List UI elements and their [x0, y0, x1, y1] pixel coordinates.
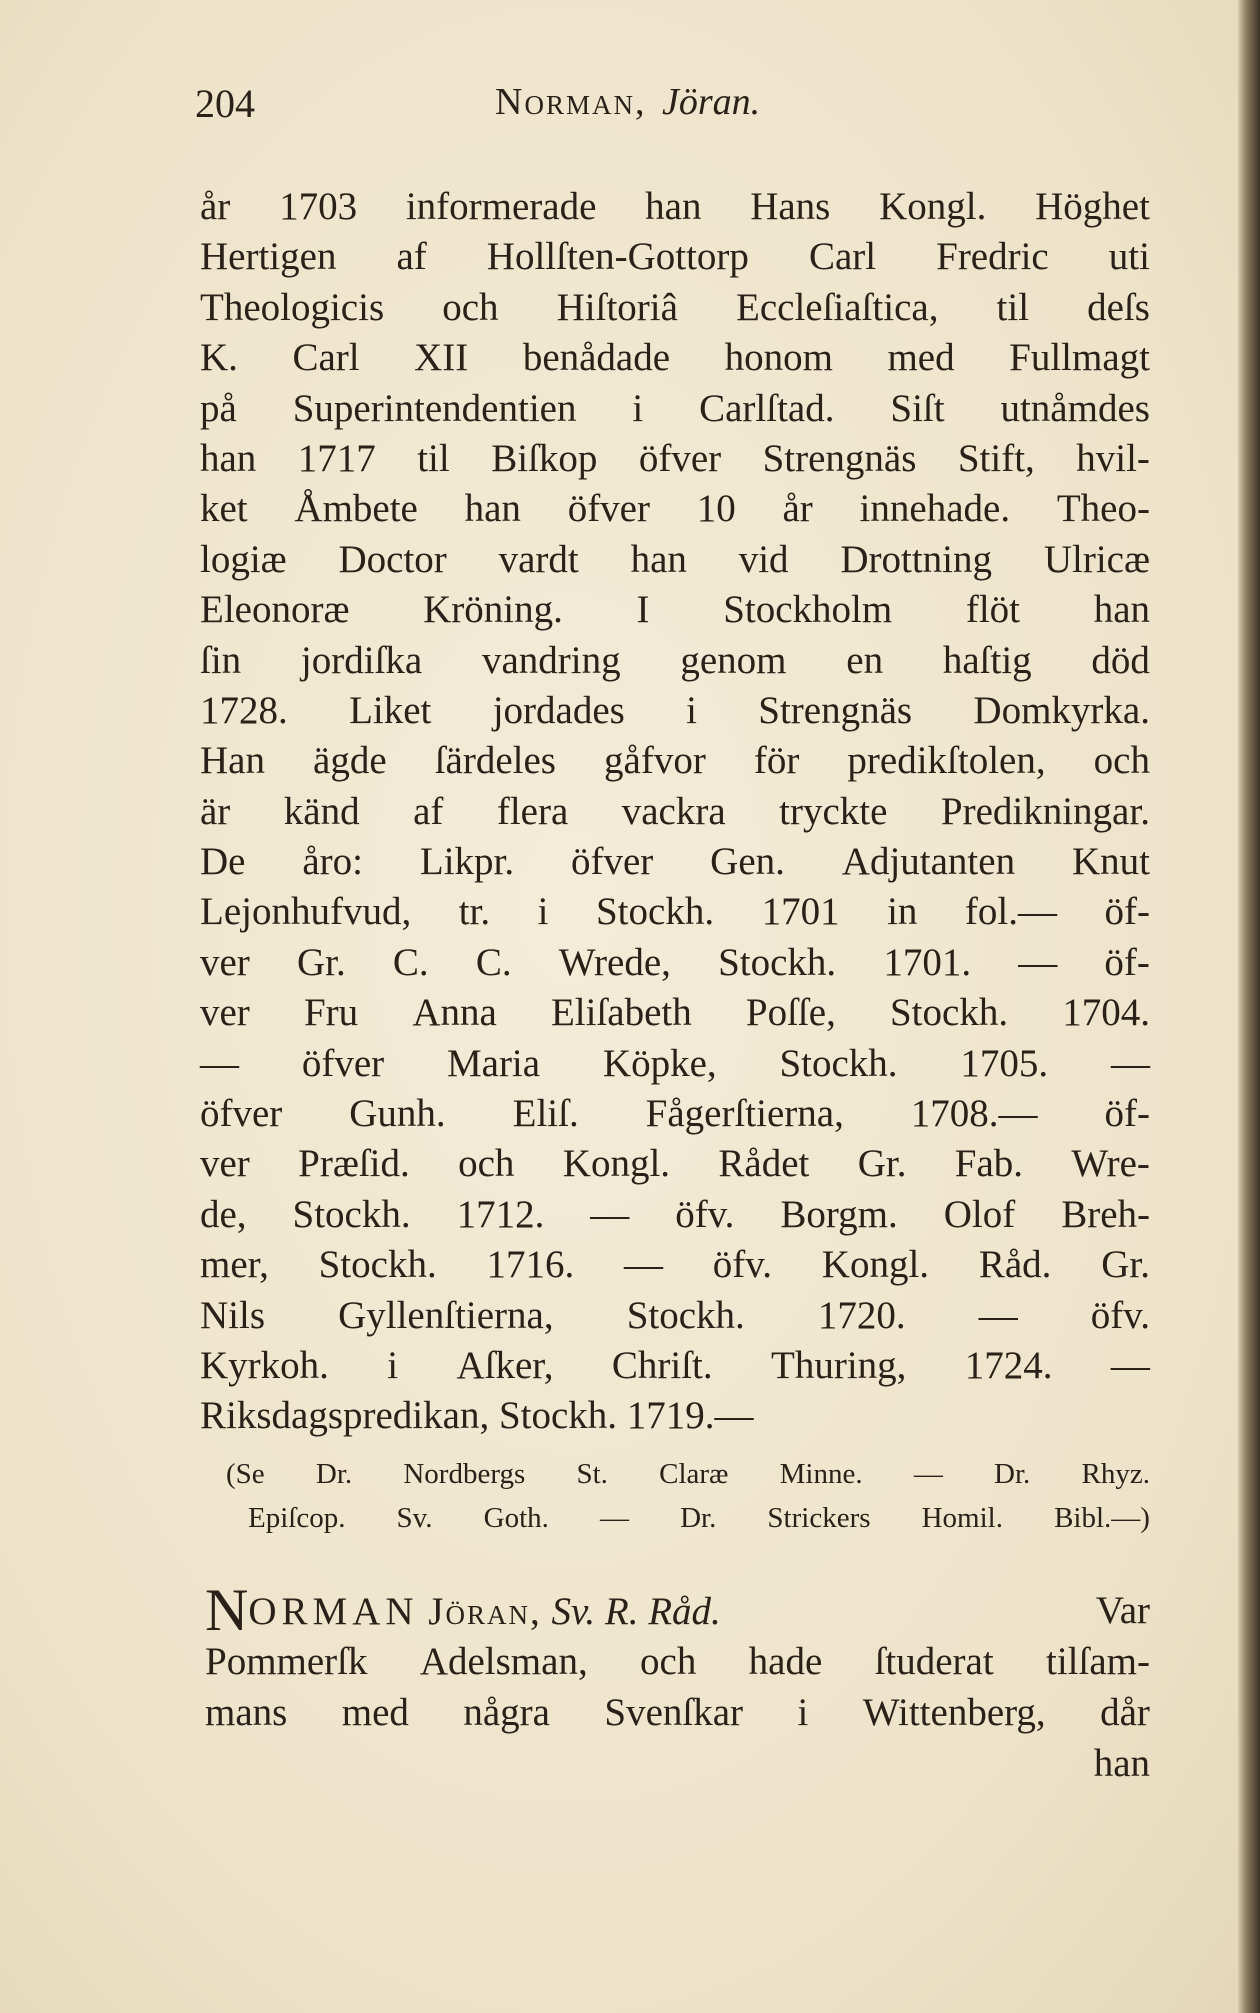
entry-line: mans med några Svenſkar i Wittenberg, dår: [205, 1691, 1150, 1734]
page-header: [195, 80, 1145, 140]
text-line: år 1703 informerade han Hans Kongl. Höghet: [200, 185, 1150, 228]
text-line: ver Fru Anna Eliſabeth Poſſe, Stockh. 1704.: [200, 991, 1150, 1035]
text-line: är känd af flera vackra tryckte Predikningar.: [200, 789, 1150, 833]
text-line: De åro: Likpr. öfver Gen. Adjutanten Knut: [200, 840, 1150, 884]
entry-line: Pommerſk Adelsman, och hade ſtuderat tilſam-: [205, 1640, 1150, 1683]
text-line: mer, Stockh. 1716. — öfv. Kongl. Råd. Gr.: [200, 1243, 1150, 1287]
text-line: Eleonoræ Kröning. I Stockholm flöt han: [200, 588, 1150, 632]
text-line: ſin jordiſka vandring genom en haſtig död: [200, 638, 1150, 682]
text-line: de, Stockh. 1712. — öfv. Borgm. Olof Breh-: [200, 1192, 1150, 1236]
next-entry: [205, 1577, 1150, 1789]
entry-given-name: Jöran,: [428, 1590, 542, 1633]
text-line: ver Gr. C. C. Wrede, Stockh. 1701. — öf-: [200, 940, 1150, 984]
text-line: han 1717 til Biſkop öfver Strengnäs Stift, hvil-: [200, 436, 1150, 480]
reference-note: [226, 1452, 1150, 1540]
text-line: Hertigen af Hollſten-Gottorp Carl Fredric uti: [200, 235, 1150, 279]
entry-heading: [205, 1577, 721, 1643]
text-line: 1728. Liket jordades i Strengnäs Domkyrka.: [200, 688, 1150, 732]
text-line: Riksdagspredikan, Stockh. 1719.—: [200, 1394, 754, 1438]
text-line: Theologicis och Hiſtoriâ Eccleſiaſtica, til deſs: [200, 285, 1150, 329]
text-line: Nils Gyllenſtierna, Stockh. 1720. — öfv.: [200, 1293, 1150, 1337]
main-text: [200, 182, 1150, 1442]
entry-initial: N: [205, 1577, 249, 1643]
running-head-surname: Norman: [495, 81, 635, 123]
entry-surname: ORMAN: [248, 1590, 419, 1633]
note-line: Epiſcop. Sv. Goth. — Dr. Strickers Homil. Bibl.—): [248, 1502, 1150, 1534]
running-head-given-name: Jöran.: [661, 81, 761, 123]
text-line: på Superintendentien i Carlſtad. Siſt utnåmdes: [200, 386, 1150, 430]
page-number: 204: [195, 81, 255, 126]
running-head: Norman, Jöran.: [495, 81, 761, 123]
entry-catchword: han: [1093, 1742, 1150, 1785]
text-line: — öfver Maria Köpke, Stockh. 1705. —: [200, 1041, 1150, 1085]
page-edge: [1238, 0, 1260, 2013]
entry-heading-line: [205, 1577, 1150, 1643]
text-line: öfver Gunh. Eliſ. Fågerſtierna, 1708.— öf-: [200, 1092, 1150, 1136]
text-line: K. Carl XII benådade honom med Fullmagt: [200, 336, 1150, 380]
text-line: ver Præſid. och Kongl. Rådet Gr. Fab. Wre-: [200, 1142, 1150, 1186]
text-line: Lejonhufvud, tr. i Stockh. 1701 in fol.— öf-: [200, 890, 1150, 934]
text-line: logiæ Doctor vardt han vid Drottning Ulricæ: [200, 537, 1150, 581]
entry-title: Sv. R. Råd.: [551, 1590, 721, 1633]
text-line: ket Åmbete han öfver 10 år innehade. Theo-: [200, 487, 1150, 531]
text-line: Kyrkoh. i Aſker, Chriſt. Thuring, 1724. —: [200, 1343, 1150, 1387]
text-line: Han ägde ſärdeles gåfvor för predikſtolen, och: [200, 739, 1150, 783]
entry-text-start: Var: [1095, 1589, 1150, 1632]
note-line: (Se Dr. Nordbergs St. Claræ Minne. — Dr. Rhyz.: [226, 1458, 1150, 1490]
